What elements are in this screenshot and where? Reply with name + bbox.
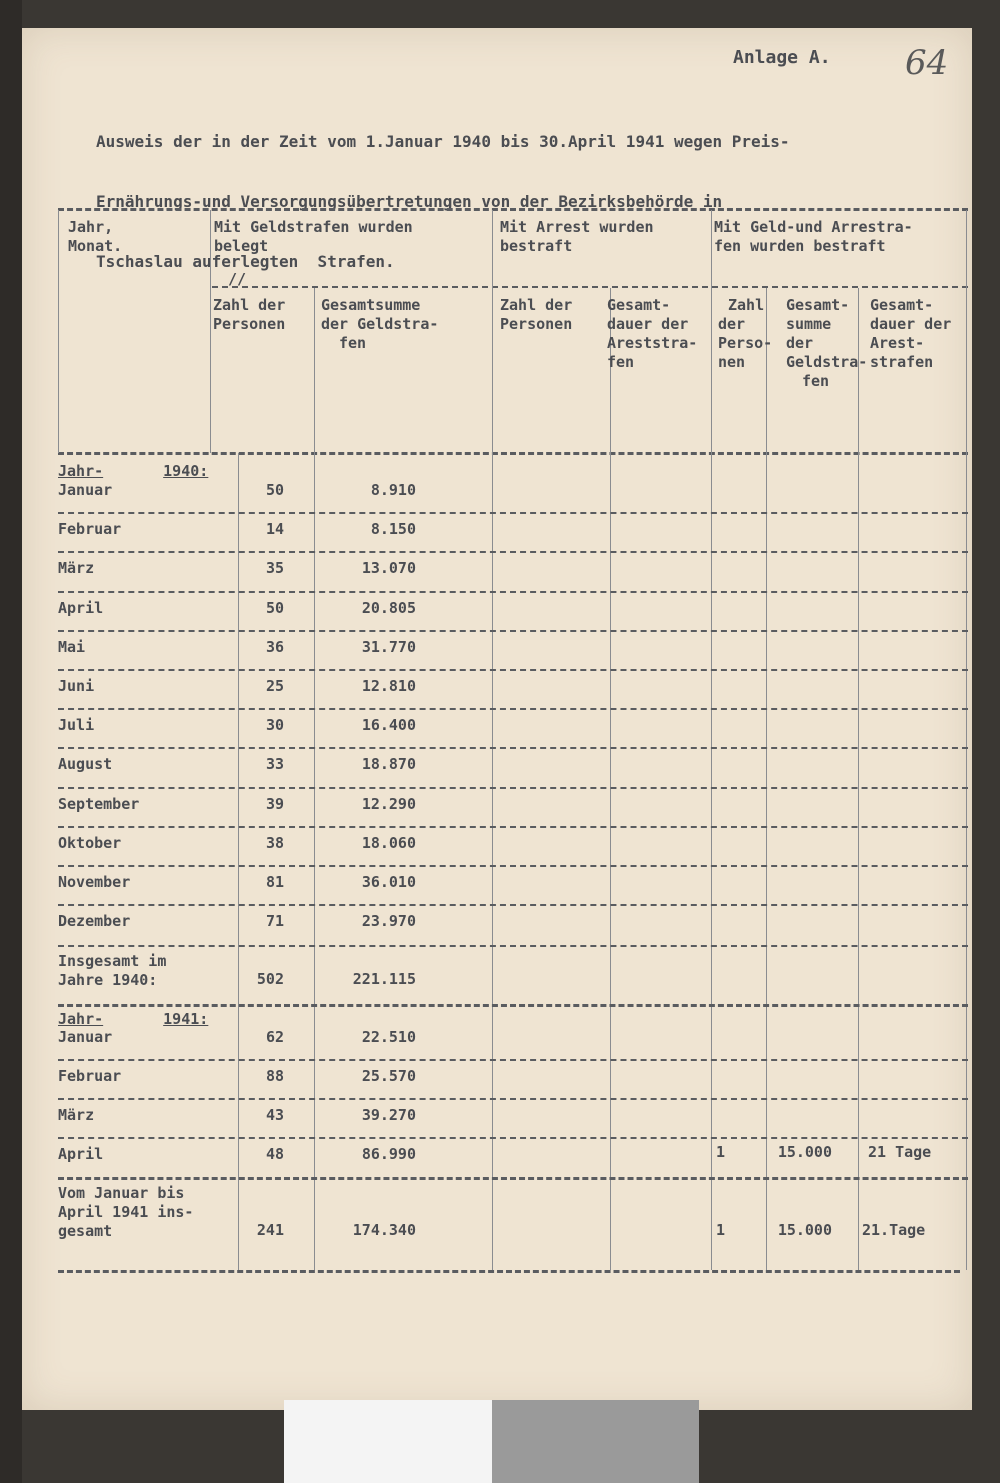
row-month: April bbox=[58, 598, 104, 617]
table-bottom-rule bbox=[58, 1270, 960, 1273]
row-persons: 81 bbox=[265, 873, 284, 891]
row-rule bbox=[58, 904, 968, 906]
subheader-arrest-persons: Zahl der Personen bbox=[500, 296, 573, 333]
color-calibration-gray bbox=[492, 1400, 699, 1483]
row-fine-total: 8.910 bbox=[370, 481, 416, 499]
title-line: Ausweis der in der Zeit vom 1.Januar 1940 bis 30.April 1941 wegen Preis- bbox=[96, 132, 790, 151]
row-month: März bbox=[58, 1106, 95, 1124]
row-month: Mai bbox=[58, 637, 86, 656]
row-persons: 50 bbox=[265, 598, 284, 617]
row-rule bbox=[58, 787, 968, 789]
header-fines-and-arrest: Mit Geld-und Arrestra- fen wurden bestraft bbox=[714, 218, 913, 255]
grand-total-fines: 174.340 bbox=[352, 1221, 416, 1239]
row-persons: 71 bbox=[265, 912, 284, 931]
row-rule bbox=[58, 591, 968, 593]
row-month: September bbox=[58, 794, 140, 813]
row-persons: 36 bbox=[265, 637, 284, 656]
row-fine-total: 12.810 bbox=[361, 677, 416, 695]
col-line bbox=[966, 210, 967, 1270]
title-line: Ernährungs-und Versorgungsübertretungen von der Bezirksbehörde in bbox=[96, 192, 723, 211]
handwritten-mark: // bbox=[228, 270, 247, 288]
row-persons: 30 bbox=[265, 716, 284, 735]
row-fine-total: 18.870 bbox=[361, 755, 416, 774]
row-month: Juni bbox=[58, 677, 95, 695]
color-calibration-white bbox=[284, 1400, 492, 1483]
row-fine-total: 22.510 bbox=[361, 1028, 416, 1046]
grand-total-label: Vom Januar bis April 1941 ins- gesamt bbox=[58, 1184, 194, 1240]
row-rule bbox=[58, 747, 968, 749]
row-rule bbox=[58, 512, 968, 514]
row-persons: 25 bbox=[265, 677, 284, 695]
row-fine-total: 86.990 bbox=[361, 1145, 416, 1163]
row-persons: 43 bbox=[265, 1106, 284, 1124]
row-month: Januar bbox=[58, 1028, 113, 1046]
row-persons: 62 bbox=[265, 1028, 284, 1046]
subheader-both-persons: Zahl der Perso- nen bbox=[718, 296, 773, 371]
row-month: April bbox=[58, 1145, 104, 1163]
row-rule bbox=[58, 669, 968, 671]
april-1941-both-duration: 21 Tage bbox=[868, 1143, 932, 1161]
subheader-both-duration: Gesamt- dauer der Arest- strafen bbox=[870, 296, 952, 371]
row-rule bbox=[58, 1177, 968, 1180]
total-1940-fines: 221.115 bbox=[352, 970, 416, 988]
row-persons: 14 bbox=[265, 520, 284, 539]
subheader-arrest-duration: Gesamt- dauer der Areststra- fen bbox=[607, 296, 698, 371]
title-line: Tschaslau auferlegten Strafen. bbox=[96, 252, 395, 271]
row-month: Juli bbox=[58, 716, 95, 735]
april-1941-both-total: 15.000 bbox=[777, 1143, 832, 1161]
grand-total-both-duration: 21.Tage bbox=[862, 1221, 926, 1239]
row-fine-total: 12.290 bbox=[361, 794, 416, 813]
row-rule bbox=[58, 551, 968, 553]
row-persons: 33 bbox=[265, 755, 284, 774]
col-line bbox=[492, 210, 493, 1270]
row-persons: 88 bbox=[265, 1067, 284, 1085]
total-1940-persons: 502 bbox=[256, 970, 284, 988]
row-rule bbox=[58, 945, 968, 947]
row-persons: 48 bbox=[265, 1145, 284, 1163]
row-fine-total: 16.400 bbox=[361, 716, 416, 735]
row-persons: 38 bbox=[265, 833, 284, 852]
col-line bbox=[610, 288, 611, 1270]
row-month: November bbox=[58, 873, 131, 891]
row-month: August bbox=[58, 755, 113, 774]
row-month: Februar bbox=[58, 520, 122, 539]
header-arrest: Mit Arrest wurden bestraft bbox=[500, 218, 654, 255]
row-rule bbox=[58, 630, 968, 632]
subheader-fines-persons: Zahl der Personen bbox=[213, 296, 286, 333]
subheader-both-total: Gesamt- summe der Geldstra- fen bbox=[786, 296, 868, 390]
year-1941-label: Jahr- 1941: bbox=[58, 1010, 209, 1028]
col-line bbox=[210, 210, 211, 453]
col-line bbox=[58, 210, 59, 453]
header-bottom-rule bbox=[58, 452, 968, 455]
grand-total-both-total: 15.000 bbox=[777, 1221, 832, 1239]
row-fine-total: 20.805 bbox=[361, 598, 416, 617]
total-1940-label: Insgesamt im Jahre 1940: bbox=[58, 952, 167, 989]
row-persons: 35 bbox=[265, 559, 284, 578]
header-fines: Mit Geldstrafen wurden belegt bbox=[214, 218, 413, 255]
row-rule bbox=[58, 826, 968, 828]
row-fine-total: 8.150 bbox=[370, 520, 416, 539]
row-month: Februar bbox=[58, 1067, 122, 1085]
row-month: Januar bbox=[58, 481, 113, 499]
row-fine-total: 13.070 bbox=[361, 559, 416, 578]
subheader-rule bbox=[212, 286, 968, 288]
row-month: Oktober bbox=[58, 833, 122, 852]
col-line bbox=[711, 210, 712, 1270]
row-month: März bbox=[58, 559, 95, 578]
row-persons: 50 bbox=[265, 481, 284, 499]
col-line bbox=[766, 288, 767, 1270]
row-fine-total: 23.970 bbox=[361, 912, 416, 931]
row-rule bbox=[58, 1004, 968, 1007]
grand-total-persons: 241 bbox=[256, 1221, 284, 1239]
row-fine-total: 36.010 bbox=[361, 873, 416, 891]
row-persons: 39 bbox=[265, 794, 284, 813]
row-rule bbox=[58, 865, 968, 867]
table-top-rule bbox=[58, 208, 968, 211]
row-fine-total: 25.570 bbox=[361, 1067, 416, 1085]
scan-edge bbox=[0, 0, 22, 1483]
folio-number: 64 bbox=[905, 43, 949, 83]
subheader-fines-total: Gesamtsumme der Geldstra- fen bbox=[321, 296, 439, 352]
row-fine-total: 31.770 bbox=[361, 637, 416, 656]
row-rule bbox=[58, 708, 968, 710]
row-fine-total: 39.270 bbox=[361, 1106, 416, 1124]
document-title bbox=[96, 92, 956, 292]
row-rule bbox=[58, 1059, 968, 1061]
april-1941-both-persons: 1 bbox=[715, 1143, 725, 1161]
row-rule bbox=[58, 1098, 968, 1100]
col-line bbox=[858, 288, 859, 1270]
header-month: Jahr, Monat. bbox=[68, 218, 123, 255]
grand-total-both-persons: 1 bbox=[715, 1221, 725, 1239]
year-1940-label: Jahr- 1940: bbox=[58, 462, 209, 480]
row-fine-total: 18.060 bbox=[361, 833, 416, 852]
row-rule bbox=[58, 1137, 968, 1139]
row-month: Dezember bbox=[58, 912, 131, 931]
annex-label: Anlage A. bbox=[733, 47, 831, 68]
